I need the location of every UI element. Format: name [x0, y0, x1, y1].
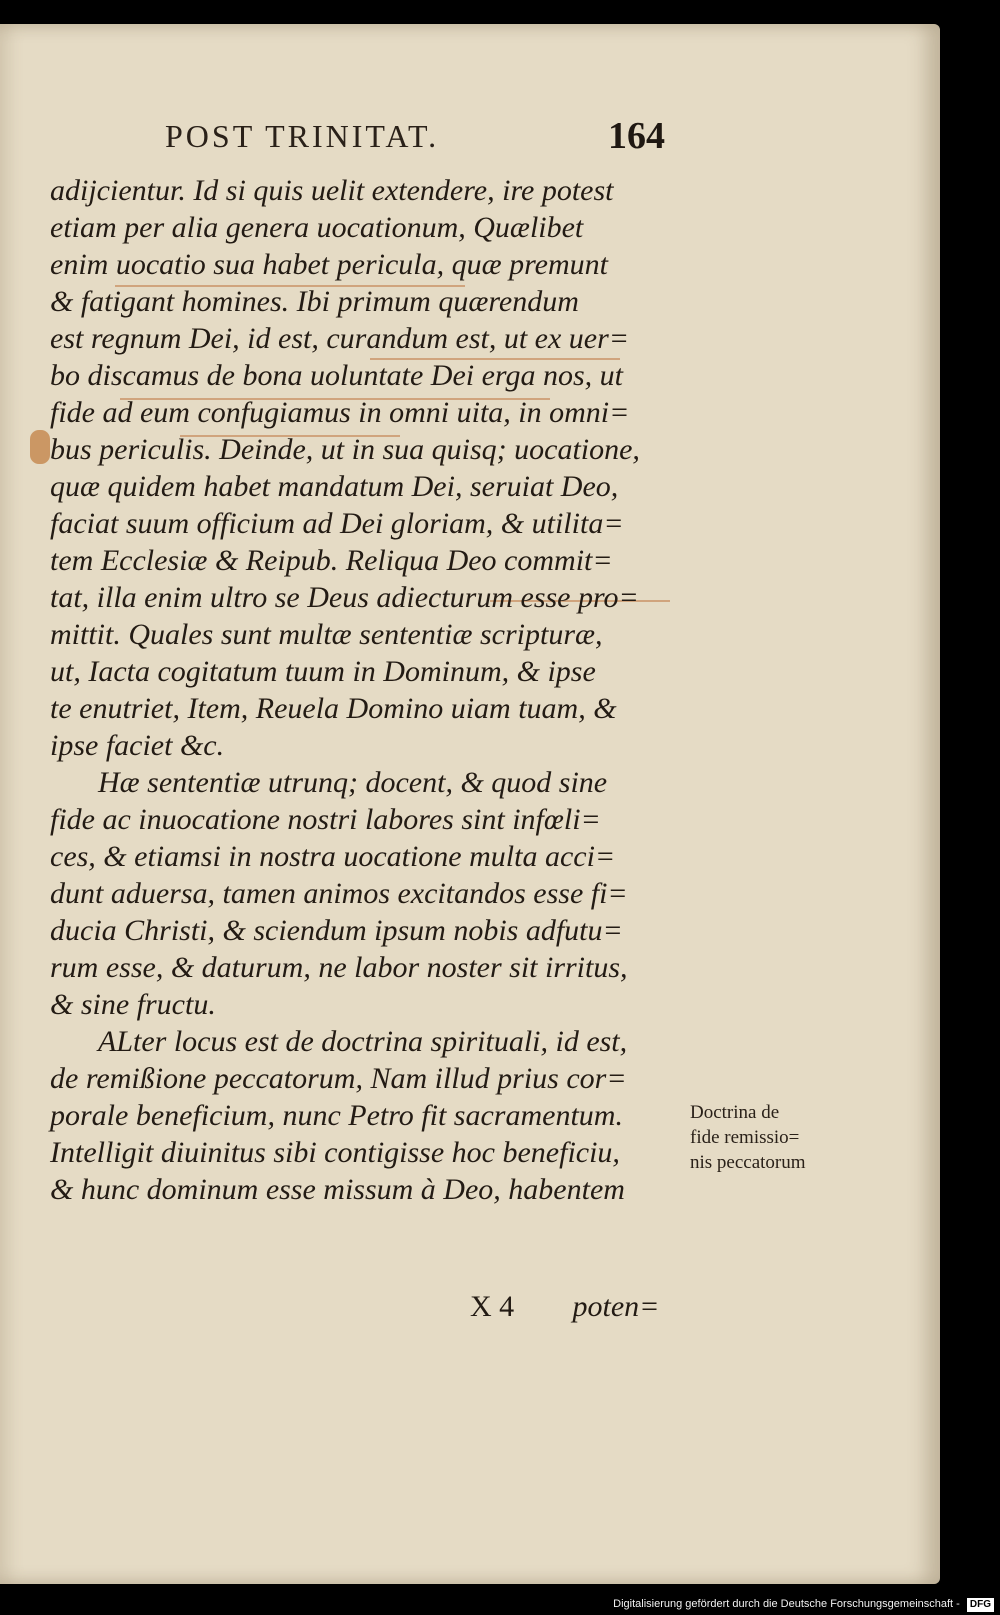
text-line: adijcientur. Id si quis uelit extendere, ire potest — [50, 174, 614, 207]
text-line: porale beneficium, nunc Petro fit sacramentum. — [50, 1099, 623, 1132]
text-line: ipse faciet &c. — [50, 729, 225, 762]
text-line: tat, illa enim ultro se Deus adiecturum esse pro= — [50, 581, 639, 614]
text-line: & sine fructu. — [50, 988, 216, 1021]
text-line: dunt aduersa, tamen animos excitandos esse fi= — [50, 877, 628, 910]
text-line: de remißione peccatorum, Nam illud prius cor= — [50, 1062, 627, 1095]
body-text — [50, 172, 690, 1208]
ink-stain — [30, 430, 50, 464]
text-line: Intelligit diuinitus sibi contigisse hoc beneficiu, — [50, 1136, 620, 1169]
dfg-logo: DFG — [967, 1598, 994, 1612]
text-line: fide ac inuocatione nostri labores sint infœli= — [50, 803, 601, 836]
text-line: bo discamus de bona uoluntate Dei erga nos, ut — [50, 359, 624, 392]
margin-note-line: nis peccatorum — [690, 1152, 806, 1173]
text-line: bus periculis. Deinde, ut in sua quisq; uocatione, — [50, 433, 640, 466]
text-line: enim uocatio sua habet pericula, quæ premunt — [50, 248, 608, 281]
text-line: faciat suum officium ad Dei gloriam, & utilita= — [50, 507, 624, 540]
text-line: ut, Iacta cogitatum tuum in Dominum, & ipse — [50, 655, 596, 688]
text-line: tem Ecclesiæ & Reipub. Reliqua Deo commit= — [50, 544, 613, 577]
signature-line — [470, 1290, 659, 1324]
text-line: & hunc dominum esse missum à Deo, habentem — [50, 1173, 625, 1206]
text-line: etiam per alia genera uocationum, Quælibet — [50, 211, 584, 244]
text-line: & fatigant homines. Ibi primum quærendum — [50, 285, 579, 318]
text-line: quæ quidem habet mandatum Dei, seruiat Deo, — [50, 470, 619, 503]
text-line: mittit. Quales sunt multæ sententiæ scripturæ, — [50, 618, 603, 651]
text-line: fide ad eum confugiamus in omni uita, in omni= — [50, 396, 630, 429]
margin-note — [690, 1100, 840, 1175]
text-line: est regnum Dei, id est, curandum est, ut ex uer= — [50, 322, 630, 355]
signature-mark: X 4 — [470, 1290, 515, 1323]
footer-credit: Digitalisierung gefördert durch die Deutsche Forschungsgemeinschaft - — [613, 1598, 960, 1610]
catchword: poten= — [572, 1290, 660, 1323]
margin-note-line: Doctrina de — [690, 1102, 780, 1123]
running-head: POST TRINITAT. — [165, 118, 440, 154]
page-header — [165, 115, 675, 168]
text-line: Hæ sententiæ utrunq; docent, & quod sine — [98, 766, 608, 799]
digitization-footer — [613, 1593, 1000, 1615]
text-line: te enutriet, Item, Reuela Domino uiam tuam, & — [50, 692, 617, 725]
text-line: ducia Christi, & sciendum ipsum nobis adfutu= — [50, 914, 623, 947]
text-line: ces, & etiamsi in nostra uocatione multa acci= — [50, 840, 616, 873]
text-line: rum esse, & daturum, ne labor noster sit irritus, — [50, 951, 628, 984]
text-line: ALter locus est de doctrina spirituali, id est, — [98, 1025, 628, 1058]
margin-note-line: fide remissio= — [690, 1127, 800, 1148]
page-number: 164 — [608, 115, 665, 157]
